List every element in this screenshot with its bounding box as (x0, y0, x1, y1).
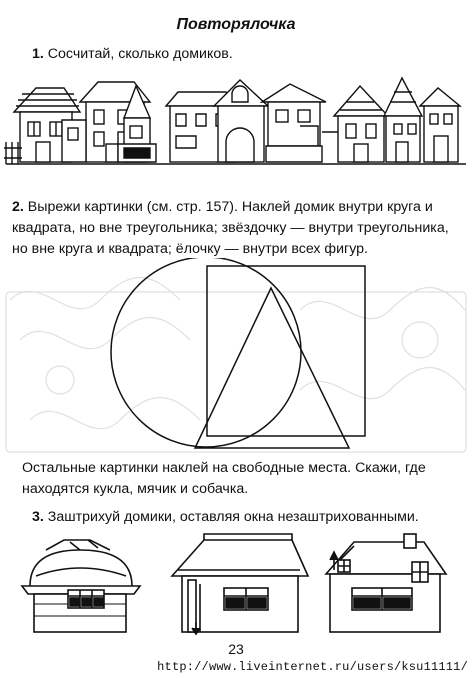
task-3-text: Заштрихуй домики, оставляя окна незаштрихованными. (47, 509, 419, 525)
task-3 (32, 507, 472, 528)
footer-url[interactable]: http://www.liveinternet.ru/users/ksu11111/ (157, 660, 468, 674)
task-1-number: 1. (32, 46, 44, 62)
page-number: 23 (228, 641, 244, 657)
shading-house-1 (22, 540, 140, 632)
task-1 (32, 44, 472, 65)
figure-triangle (195, 288, 349, 448)
shading-houses-illustration (0, 530, 472, 638)
house-4 (166, 80, 268, 162)
figure-circle (111, 258, 301, 447)
houses-row-illustration (0, 72, 472, 182)
page-title: Повторялочка (176, 16, 296, 33)
task-3-number: 3. (32, 509, 44, 525)
shading-house-3 (326, 534, 446, 632)
task-2-followup: Остальные картинки наклей на свободные места. Скажи, где находятся кукла, мячик и собачка. (22, 460, 426, 497)
house-7 (384, 78, 422, 162)
task-2 (12, 197, 464, 260)
figure-square (207, 266, 365, 436)
shading-house-2 (172, 534, 308, 634)
house-6 (334, 86, 388, 162)
house-5 (262, 84, 340, 162)
shapes-figure (0, 258, 472, 458)
task-2-text: Вырежи картинки (см. стр. 157). Наклей домик внутри круга и квадрата, но вне треугольника; звёздочку — внутри треугольника, но вне круга и квадрата; ёлочку — внутри всех фигур. (12, 199, 449, 257)
task-2-number: 2. (12, 199, 24, 215)
house-8 (420, 88, 460, 162)
task-1-text: Сосчитай, сколько домиков. (47, 46, 233, 62)
